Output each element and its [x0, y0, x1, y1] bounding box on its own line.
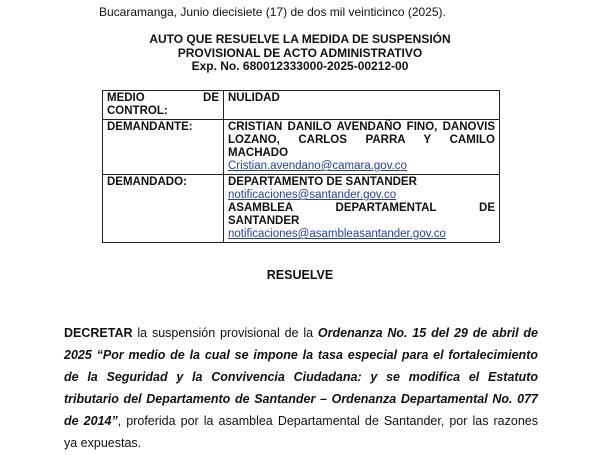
decision-line-1 [64, 322, 538, 344]
case-number: Exp. No. 680012333000-2025-00212-00 [191, 59, 409, 73]
title-line-2: PROVISIONAL DE ACTO ADMINISTRATIVO [177, 45, 423, 60]
demandante-email-link[interactable]: Cristian.avendano@camara.gov.co [228, 160, 407, 172]
decision-line-3: de la Seguridad y la Convivencia Ciudadana: y se modifica el Estatuto [64, 370, 538, 384]
demandante-label: DEMANDANTE: [103, 120, 224, 175]
parties-table [102, 90, 500, 243]
demandante-line-2: LOZANO, CARLOS PARRA Y CAMILO [228, 134, 495, 146]
decision-line-5-text: , proferida por la asamblea Departamental de Santander, por las razones [117, 414, 538, 428]
demandante-line-3: MACHADO [228, 147, 289, 159]
medio-de-control-value [224, 91, 500, 120]
demandante-line-1: CRISTIAN DANILO AVENDAÑO FINO, DANOVIS [228, 121, 495, 133]
medio-de-control-label [103, 91, 224, 120]
demandado-1-name: DEPARTAMENTO DE SANTANDER [228, 176, 417, 188]
table-row-demandante [103, 120, 500, 175]
demandado-label: DEMANDADO: [103, 175, 224, 243]
medio-value-text: NULIDAD [228, 92, 280, 104]
ordenanza-reference: Ordenanza No. 15 del 29 de abril de [317, 326, 538, 340]
resuelve-heading: RESUELVE [266, 268, 334, 282]
control-label-part: CONTROL: [107, 105, 168, 117]
document-title [80, 33, 520, 74]
demandado-2-line-2: SANTANDER [228, 215, 300, 227]
de-label-part: DE [203, 92, 219, 104]
title-line-1: AUTO QUE RESUELVE LA MEDIDA DE SUSPENSIÓN [149, 32, 451, 46]
demandante-value [224, 120, 500, 175]
city-date-line: Bucaramanga, Junio diecisiete (17) de dos mil veinticinco (2025). [99, 5, 446, 19]
decision-line-4: tributario del Departamento de Santander – Ordenanza Departamental No. 077 [64, 392, 538, 406]
demandado-value [224, 175, 500, 243]
decision-line-1-text: la suspensión provisional de la [132, 326, 318, 340]
medio-label-part: MEDIO [107, 92, 145, 104]
decision-line-5-bi: de 2014” [64, 414, 118, 428]
decision-line-2: 2025 “Por medio de la cual se impone la tasa especial para el fortalecimiento [64, 348, 538, 362]
demandado-2-line-1: ASAMBLEA DEPARTAMENTAL DE [228, 202, 495, 214]
decision-line-6: ya expuestas. [64, 436, 142, 450]
demandado-2-email-link[interactable]: notificaciones@asambleasantander.gov.co [228, 228, 446, 240]
demandado-1-email-link[interactable]: notificaciones@santander.gov.co [228, 189, 397, 201]
decision-paragraph [64, 322, 538, 454]
table-row-medio [103, 91, 500, 120]
decretar-word: DECRETAR [64, 326, 133, 340]
table-row-demandado [103, 175, 500, 243]
decision-line-5 [64, 410, 538, 432]
